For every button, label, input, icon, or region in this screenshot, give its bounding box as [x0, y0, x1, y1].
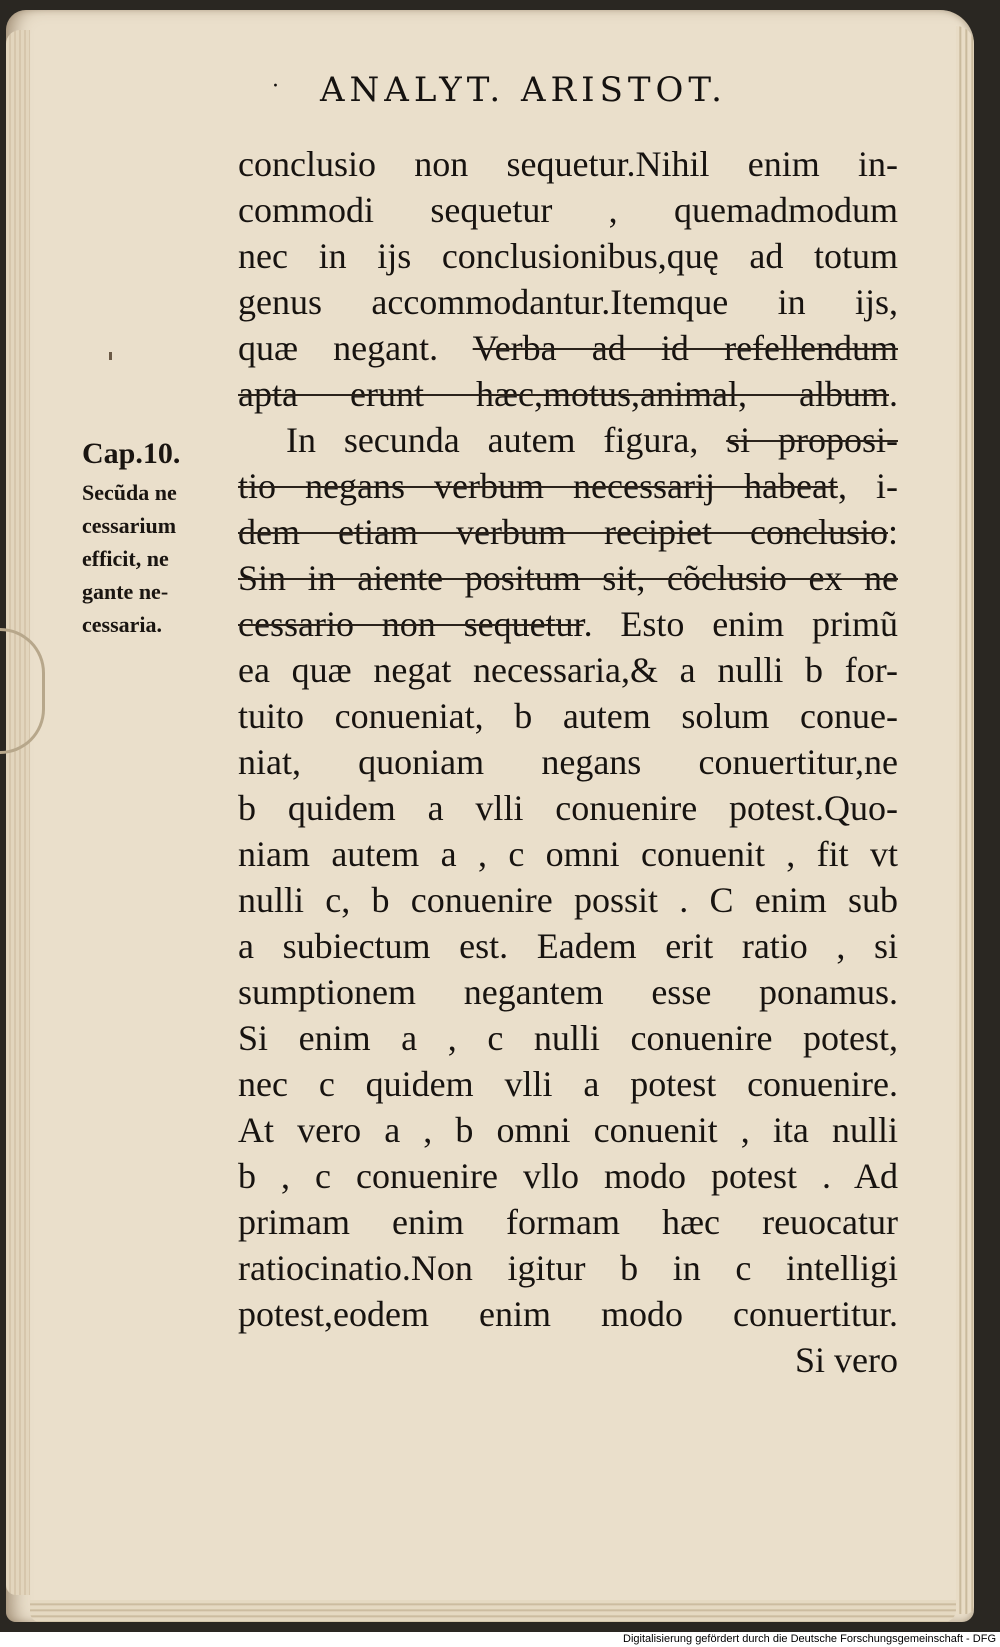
body-text: [238, 141, 898, 1383]
text-line: [238, 417, 898, 463]
text-line: [238, 555, 898, 601]
running-head: ANALYT. ARISTOT.: [320, 70, 727, 110]
text-line: tuito conueniat, b autem solum conue-: [238, 696, 898, 736]
struck-text: dem etiam verbum recipiet conclusio: [238, 512, 888, 552]
text-line: commodi sequetur , quemadmodum: [238, 190, 898, 230]
text-line: primam enim formam hæc reuocatur: [238, 1202, 898, 1242]
text-line: nec c quidem vlli a potest conuenire.: [238, 1064, 898, 1104]
text-segment: , i-: [837, 466, 898, 506]
text-line: genus accommodantur.Itemque in ijs,: [238, 282, 898, 322]
text-line: ea quæ negat necessaria,& a nulli b for-: [238, 650, 898, 690]
marginal-notes: [82, 432, 222, 641]
ink-mark: [109, 352, 112, 360]
text-line: [238, 325, 898, 371]
running-head-dot: ·: [272, 74, 279, 99]
text-line: [238, 601, 898, 647]
struck-text: Verba ad id refellendum: [472, 328, 898, 368]
page-edges-right: [956, 26, 974, 1614]
text-line: b , c conuenire vllo modo potest . Ad: [238, 1156, 898, 1196]
text-segment: In secunda autem figura,: [286, 420, 727, 460]
text-segment: quæ negant.: [238, 328, 473, 368]
text-line: ratiocinatio.Non igitur b in c intelligi: [238, 1248, 898, 1288]
text-line: [238, 371, 898, 417]
margin-note-line: Secũda ne: [82, 480, 177, 505]
page-edges-left: [6, 30, 30, 1595]
catchword: Si vero: [795, 1340, 898, 1380]
margin-note-line: efficit, ne: [82, 546, 169, 571]
text-segment: :: [887, 512, 898, 552]
text-line: [238, 463, 898, 509]
struck-text: apta erunt hæc,motus,animal, album: [238, 374, 889, 414]
margin-note-line: cessaria.: [82, 612, 163, 637]
chapter-label: Cap.10.: [82, 437, 181, 470]
text-line: niat, quoniam negans conuertitur,ne: [238, 742, 898, 782]
text-line: niam autem a , c omni conuenit , fit vt: [238, 834, 898, 874]
text-line: a subiectum est. Eadem erit ratio , si: [238, 926, 898, 966]
text-line: At vero a , b omni conuenit , ita nulli: [238, 1110, 898, 1150]
text-line: nec in ijs conclusionibus,quę ad totum: [238, 236, 898, 276]
text-line: [238, 509, 898, 555]
text-line: b quidem a vlli conuenire potest.Quo-: [238, 788, 898, 828]
page-edges-bottom: [30, 1600, 956, 1622]
text-line: Si enim a , c nulli conuenire potest,: [238, 1018, 898, 1058]
text-line: sumptionem negantem esse ponamus.: [238, 972, 898, 1012]
footer-credit: Digitalisierung gefördert durch die Deutsche Forschungsgemeinschaft - DFG: [623, 1633, 996, 1645]
text-line: conclusio non sequetur.Nihil enim in-: [238, 144, 898, 184]
text-line: nulli c, b conuenire possit . C enim sub: [238, 880, 898, 920]
struck-text: si proposi-: [726, 420, 898, 460]
text-segment: .: [889, 374, 898, 414]
struck-text: cessario non sequetur: [238, 604, 584, 644]
struck-text: tio negans verbum necessarij habeat: [238, 466, 838, 506]
text-segment: . Esto enim primũ: [583, 604, 898, 644]
margin-note-line: cessarium: [82, 513, 177, 538]
footer-bar: [0, 1632, 1000, 1647]
margin-note-line: gante ne-: [82, 579, 169, 604]
text-line: potest,eodem enim modo conuertitur.: [238, 1294, 898, 1334]
struck-text: Sin in aiente positum sit, cõclusio ex ne: [238, 558, 898, 598]
